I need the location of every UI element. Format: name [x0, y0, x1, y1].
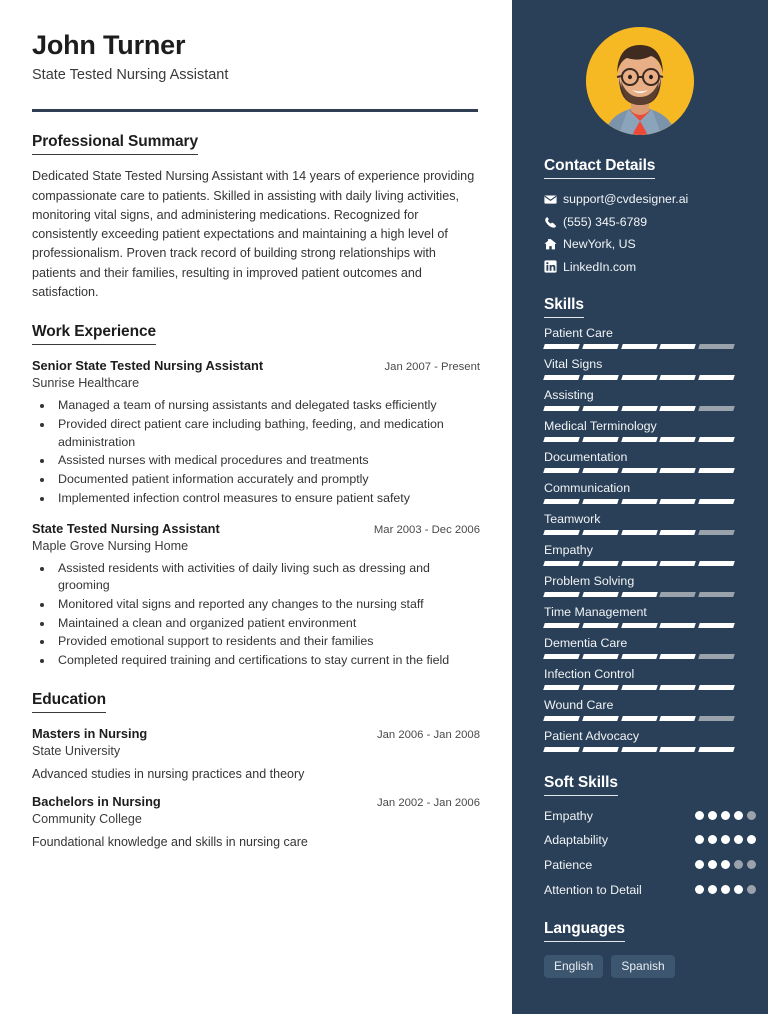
soft-skill-dot: [747, 860, 756, 869]
home-icon: [544, 238, 563, 251]
soft-skill-dot: [695, 885, 704, 894]
skill-bar-segment: [543, 747, 579, 752]
soft-skill-dot: [708, 860, 717, 869]
job-title: State Tested Nursing Assistant: [32, 67, 229, 84]
skill-bar-segment: [698, 592, 734, 597]
soft-skill-label: Patience: [544, 857, 593, 872]
skill-item: [544, 326, 756, 349]
skill-bar-segment: [660, 747, 696, 752]
work-entry-title: State Tested Nursing Assistant: [32, 520, 220, 536]
skill-bar-segment: [543, 406, 579, 411]
skill-bar-segment: [698, 561, 734, 566]
skill-label: Patient Care: [544, 325, 613, 340]
skill-bar-segment: [621, 592, 657, 597]
languages-tag-list: [544, 955, 756, 978]
skill-item: [544, 357, 756, 380]
skill-label: Wound Care: [544, 697, 614, 712]
soft-skill-dot: [721, 860, 730, 869]
skill-bar-segment: [660, 437, 696, 442]
work-bullet: • Provided direct patient care including bathing, feeding, and medication administration: [54, 416, 480, 451]
skill-label: Communication: [544, 480, 631, 495]
skill-label: Vital Signs: [544, 356, 603, 371]
skill-bar-segment: [543, 437, 579, 442]
education-degree: Masters in Nursing: [32, 725, 148, 741]
soft-skills-list: [544, 808, 756, 899]
soft-skill-dot: [734, 885, 743, 894]
avatar-container: [512, 0, 768, 135]
soft-skill-dot: [695, 811, 704, 820]
skill-bar-segment: [698, 530, 734, 535]
resume-header: [32, 30, 480, 112]
skill-bar-segment: [543, 685, 579, 690]
education-description: Foundational knowledge and skills in nursing care: [32, 834, 308, 849]
contact-value: LinkedIn.com: [563, 259, 637, 274]
education-entry: [32, 794, 480, 849]
soft-skill-dot: [708, 835, 717, 844]
contact-list: [544, 192, 756, 274]
work-experience-entry: [32, 358, 480, 507]
education-school: Community College: [32, 811, 142, 826]
skill-bar-segment: [582, 592, 618, 597]
section-heading-skills: Skills: [544, 296, 584, 318]
skill-item: [544, 388, 756, 411]
skill-level-bar: [544, 716, 734, 721]
language-tag: Spanish: [611, 955, 674, 978]
skill-bar-segment: [660, 530, 696, 535]
skill-bar-segment: [582, 716, 618, 721]
work-bullet: • Provided emotional support to residents and their families: [54, 633, 480, 651]
work-entry-bullets: [32, 560, 480, 670]
skill-bar-segment: [660, 623, 696, 628]
soft-skill-dot: [747, 835, 756, 844]
skill-label: Assisting: [544, 387, 594, 402]
skill-bar-segment: [660, 561, 696, 566]
skill-bar-segment: [582, 499, 618, 504]
skill-bar-segment: [621, 437, 657, 442]
skill-bar-segment: [621, 468, 657, 473]
soft-skill-dot: [747, 811, 756, 820]
skill-bar-segment: [621, 561, 657, 566]
skill-label: Dementia Care: [544, 635, 628, 650]
soft-skill-label: Attention to Detail: [544, 882, 642, 897]
section-work-experience: [32, 323, 480, 670]
soft-skill-rating: [695, 832, 756, 844]
work-bullet: • Implemented infection control measures to ensure patient safety: [54, 490, 480, 508]
skill-label: Documentation: [544, 449, 628, 464]
work-entry-date: Jan 2007 - Present: [384, 361, 480, 374]
skill-level-bar: [544, 623, 734, 628]
skill-level-bar: [544, 499, 734, 504]
work-entry-organization: Sunrise Healthcare: [32, 376, 140, 391]
skill-label: Infection Control: [544, 666, 635, 681]
avatar-photo-icon: [586, 27, 694, 135]
skill-bar-segment: [543, 716, 579, 721]
section-skills: [544, 296, 756, 752]
soft-skill-rating: [695, 808, 756, 820]
section-heading-education: Education: [32, 691, 106, 713]
education-date: Jan 2006 - Jan 2008: [376, 728, 480, 741]
work-bullet: • Managed a team of nursing assistants and delegated tasks efficiently: [54, 397, 480, 415]
resume-sidebar: [512, 0, 768, 1014]
skill-bar-segment: [621, 685, 657, 690]
skill-bar-segment: [698, 406, 734, 411]
skill-bar-segment: [660, 654, 696, 659]
work-entry-organization: Maple Grove Nursing Home: [32, 538, 189, 553]
skill-bar-segment: [582, 406, 618, 411]
skill-bar-segment: [582, 530, 618, 535]
section-heading-work-experience: Work Experience: [32, 323, 156, 345]
skill-bar-segment: [582, 468, 618, 473]
skill-bar-segment: [660, 406, 696, 411]
skill-bar-segment: [543, 654, 579, 659]
work-bullet: • Maintained a clean and organized patient environment: [54, 615, 480, 633]
contact-value: support@cvdesigner.ai: [563, 192, 689, 206]
education-list: [32, 726, 480, 849]
soft-skill-dot: [734, 811, 743, 820]
page-title: John Turner: [32, 30, 186, 60]
education-entry-header: [32, 726, 480, 741]
soft-skill-item: [544, 832, 756, 849]
soft-skill-dot: [721, 835, 730, 844]
work-entry-header: [32, 358, 480, 373]
skill-bar-segment: [698, 437, 734, 442]
skill-item: [544, 636, 756, 659]
skill-bar-segment: [698, 716, 734, 721]
soft-skill-item: [544, 857, 756, 874]
skill-bar-segment: [582, 561, 618, 566]
skill-bar-segment: [621, 375, 657, 380]
soft-skill-label: Empathy: [544, 808, 593, 823]
phone-icon: [544, 215, 563, 228]
skill-level-bar: [544, 344, 734, 349]
skill-label: Time Management: [544, 604, 647, 619]
skill-bar-segment: [543, 468, 579, 473]
skill-bar-segment: [582, 344, 618, 349]
work-bullet: • Monitored vital signs and reported any changes to the nursing staff: [54, 596, 480, 614]
skill-level-bar: [544, 406, 734, 411]
skill-label: Medical Terminology: [544, 418, 657, 433]
soft-skill-rating: [695, 857, 756, 869]
skill-item: [544, 698, 756, 721]
skill-item: [544, 481, 756, 504]
work-experience-entry: [32, 521, 480, 670]
skill-bar-segment: [660, 375, 696, 380]
skill-bar-segment: [698, 375, 734, 380]
skill-label: Teamwork: [544, 511, 601, 526]
soft-skill-dot: [734, 860, 743, 869]
skill-label: Patient Advocacy: [544, 728, 640, 743]
skills-list: [544, 326, 756, 752]
soft-skill-dot: [708, 885, 717, 894]
skill-bar-segment: [543, 375, 579, 380]
section-professional-summary: [32, 133, 480, 302]
skill-bar-segment: [582, 437, 618, 442]
soft-skill-dot: [695, 835, 704, 844]
skill-bar-segment: [543, 561, 579, 566]
work-entry-bullets: [32, 397, 480, 507]
contact-value: (555) 345-6789: [563, 214, 648, 229]
skill-bar-segment: [621, 530, 657, 535]
skill-bar-segment: [582, 747, 618, 752]
skill-bar-segment: [621, 747, 657, 752]
skill-bar-segment: [698, 468, 734, 473]
skill-bar-segment: [660, 499, 696, 504]
skill-bar-segment: [621, 406, 657, 411]
soft-skill-dot: [721, 885, 730, 894]
section-heading-languages: Languages: [544, 920, 625, 942]
skill-bar-segment: [543, 530, 579, 535]
education-entry-header: [32, 794, 480, 809]
skill-bar-segment: [621, 654, 657, 659]
soft-skill-dot: [721, 811, 730, 820]
work-experience-list: [32, 358, 480, 670]
skill-bar-segment: [621, 499, 657, 504]
skill-bar-segment: [698, 654, 734, 659]
section-soft-skills: [544, 774, 756, 899]
soft-skill-label: Adaptability: [544, 833, 609, 848]
skill-bar-segment: [621, 344, 657, 349]
work-bullet: • Assisted nurses with medical procedures and treatments: [54, 452, 480, 470]
contact-item[interactable]: [544, 260, 756, 274]
skill-bar-segment: [582, 654, 618, 659]
skill-bar-segment: [582, 623, 618, 628]
skill-level-bar: [544, 654, 734, 659]
soft-skill-dot: [708, 811, 717, 820]
header-divider: [32, 109, 478, 112]
avatar: [586, 27, 694, 135]
skill-item: [544, 512, 756, 535]
soft-skill-item: [544, 882, 756, 899]
soft-skill-dot: [734, 835, 743, 844]
education-description: Advanced studies in nursing practices and theory: [32, 766, 305, 781]
skill-level-bar: [544, 685, 734, 690]
envelope-icon: [544, 193, 563, 206]
work-bullet: • Documented patient information accurately and promptly: [54, 471, 480, 489]
section-education: [32, 691, 480, 849]
skill-bar-segment: [698, 499, 734, 504]
skill-bar-segment: [660, 468, 696, 473]
skill-level-bar: [544, 437, 734, 442]
skill-bar-segment: [543, 344, 579, 349]
skill-bar-segment: [698, 623, 734, 628]
soft-skill-rating: [695, 882, 756, 894]
work-entry-title: Senior State Tested Nursing Assistant: [32, 358, 264, 374]
section-heading-professional-summary: Professional Summary: [32, 133, 198, 155]
skill-bar-segment: [698, 685, 734, 690]
contact-item[interactable]: [544, 237, 756, 251]
skill-bar-segment: [621, 623, 657, 628]
skill-item: [544, 574, 756, 597]
skill-label: Empathy: [544, 542, 593, 557]
skill-bar-segment: [543, 499, 579, 504]
work-entry-header: [32, 521, 480, 536]
skill-bar-segment: [660, 344, 696, 349]
skill-bar-segment: [582, 375, 618, 380]
language-tag: English: [544, 955, 603, 978]
section-heading-soft-skills: Soft Skills: [544, 774, 618, 796]
skill-item: [544, 667, 756, 690]
skill-bar-segment: [660, 716, 696, 721]
education-entry: [32, 726, 480, 781]
skill-bar-segment: [543, 623, 579, 628]
skill-bar-segment: [698, 344, 734, 349]
skill-bar-segment: [660, 685, 696, 690]
skill-bar-segment: [698, 747, 734, 752]
professional-summary-text: Dedicated State Tested Nursing Assistant with 14 years of experience providing compassionate care to patients. Skilled in assisting with daily living activities, monitoring vital signs, and administering medications. Recognized for consistently exceeding patient expectations and maintaining a high level of professionalism. Proven track record of building strong relationships with patients and their families, resulting in improved patient outcomes and satisfaction.: [32, 169, 475, 299]
contact-item[interactable]: [544, 192, 756, 206]
skill-item: [544, 605, 756, 628]
skill-item: [544, 729, 756, 752]
work-bullet: • Completed required training and certifications to stay current in the field: [54, 652, 480, 670]
skill-item: [544, 419, 756, 442]
skill-level-bar: [544, 375, 734, 380]
education-degree: Bachelors in Nursing: [32, 793, 161, 809]
section-contact-details: [544, 157, 756, 274]
skill-bar-segment: [660, 592, 696, 597]
contact-value: NewYork, US: [563, 237, 636, 251]
skill-item: [544, 543, 756, 566]
sidebar-content: [512, 157, 768, 978]
soft-skill-dot: [695, 860, 704, 869]
education-date: Jan 2002 - Jan 2006: [376, 796, 480, 809]
soft-skill-dot: [747, 885, 756, 894]
skill-level-bar: [544, 561, 734, 566]
skill-label: Problem Solving: [544, 573, 635, 588]
skill-item: [544, 450, 756, 473]
soft-skill-item: [544, 808, 756, 825]
skill-level-bar: [544, 468, 734, 473]
skill-bar-segment: [543, 592, 579, 597]
skill-level-bar: [544, 747, 734, 752]
work-entry-date: Mar 2003 - Dec 2006: [373, 523, 480, 536]
skill-bar-segment: [582, 685, 618, 690]
section-heading-contact-details: Contact Details: [544, 157, 655, 179]
work-bullet: • Assisted residents with activities of daily living such as dressing and grooming: [54, 560, 480, 595]
linkedin-icon: [544, 260, 563, 273]
skill-level-bar: [544, 592, 734, 597]
contact-item[interactable]: [544, 215, 756, 229]
section-languages: [544, 920, 756, 978]
education-school: State University: [32, 743, 121, 758]
skill-level-bar: [544, 530, 734, 535]
skill-bar-segment: [621, 716, 657, 721]
